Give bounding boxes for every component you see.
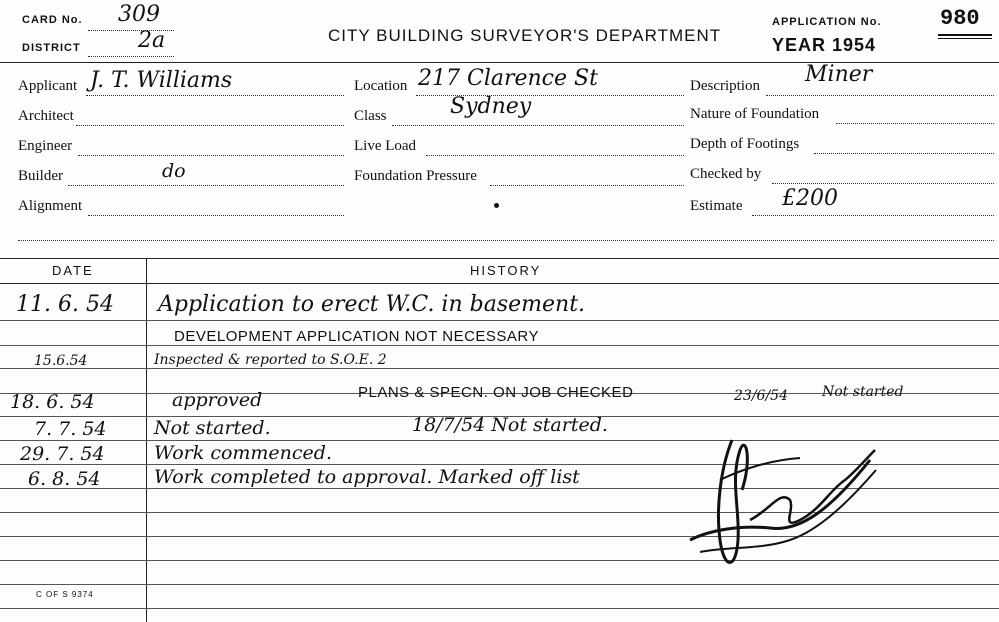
history-text: Not started. [154, 417, 271, 439]
class-label: Class [354, 108, 387, 124]
history-text: Work completed to approval. Marked off list [154, 466, 580, 488]
applicant-label: Applicant [18, 78, 78, 94]
district-value: 2a [138, 28, 166, 53]
application-no-underline [938, 34, 992, 36]
history-date: 6. 8. 54 [28, 468, 101, 490]
ruled-line [0, 320, 999, 321]
history-date: 11. 6. 54 [16, 292, 114, 317]
date-header: DATE [52, 263, 94, 278]
history-extra-text: Not started [822, 384, 904, 400]
engineer-dots [78, 155, 344, 156]
card-no-label: CARD No. [22, 14, 83, 26]
history-date: 29. 7. 54 [20, 443, 105, 465]
location-label: Location [354, 78, 408, 94]
checked-by-label: Checked by [690, 166, 762, 182]
history-date: 15.6.54 [34, 353, 88, 369]
history-text: Application to erect W.C. in basement. [158, 292, 586, 317]
stamp-development: DEVELOPMENT APPLICATION NOT NECESSARY [174, 328, 539, 345]
form-code: C OF S 9374 [36, 590, 94, 599]
builder-dots [68, 185, 344, 186]
history-header: HISTORY [470, 263, 542, 278]
history-date: 7. 7. 54 [34, 418, 107, 440]
year: YEAR 1954 [772, 35, 877, 55]
estimate-label: Estimate [690, 198, 743, 214]
estimate-value: £200 [782, 186, 838, 211]
alignment-dots [88, 215, 344, 216]
location-value: 217 Clarence St [418, 66, 598, 91]
application-no-label: APPLICATION No. [772, 16, 882, 28]
signature-mark [680, 420, 880, 590]
applicant-value: J. T. Williams [90, 68, 233, 93]
alignment-label: Alignment [18, 198, 83, 214]
foundation-pressure-label: Foundation Pressure [354, 168, 477, 184]
application-no-value: 980 [940, 6, 980, 31]
depth-of-footings-label: Depth of Footings [690, 136, 800, 152]
live-load-dots [426, 155, 684, 156]
description-label: Description [690, 78, 760, 94]
department-title: CITY BUILDING SURVEYOR'S DEPARTMENT [328, 26, 722, 45]
district-dots [88, 56, 174, 57]
depth-dots [814, 153, 994, 154]
ink-dot [494, 203, 499, 208]
builder-value: do [162, 160, 186, 182]
history-text: Inspected & reported to S.O.E. 2 [154, 352, 387, 368]
stamp-plans-checked: PLANS & SPECN. ON JOB CHECKED [358, 384, 634, 401]
architect-label: Architect [18, 108, 74, 124]
nature-of-foundation-label: Nature of Foundation [690, 106, 820, 122]
checked-dots [772, 183, 994, 184]
history-date: 18. 6. 54 [10, 391, 95, 413]
description-value: Miner [805, 62, 873, 87]
engineer-label: Engineer [18, 138, 73, 154]
district-label: DISTRICT [22, 42, 81, 54]
history-extra-date: 23/6/54 [734, 388, 788, 404]
blank-dotted-line [18, 240, 994, 241]
ruled-line [0, 608, 999, 609]
history-text: Work commenced. [154, 442, 332, 464]
history-header-line [0, 283, 999, 284]
foundation-pressure-dots [490, 185, 684, 186]
live-load-label: Live Load [354, 138, 417, 154]
history-extra-text: 18/7/54 Not started. [412, 414, 608, 436]
card-no-value: 309 [118, 2, 160, 27]
applicant-dots [86, 95, 344, 96]
description-dots [766, 95, 994, 96]
history-text: approved [172, 389, 263, 411]
class-value: Sydney [450, 94, 532, 119]
application-no-underline-2 [938, 38, 992, 39]
ruled-line [0, 368, 999, 369]
class-dots [392, 125, 684, 126]
ruled-line [0, 345, 999, 346]
history-top-line [0, 258, 999, 259]
architect-dots [76, 125, 344, 126]
nature-dots [836, 123, 994, 124]
builder-label: Builder [18, 168, 63, 184]
estimate-dots [752, 215, 994, 216]
